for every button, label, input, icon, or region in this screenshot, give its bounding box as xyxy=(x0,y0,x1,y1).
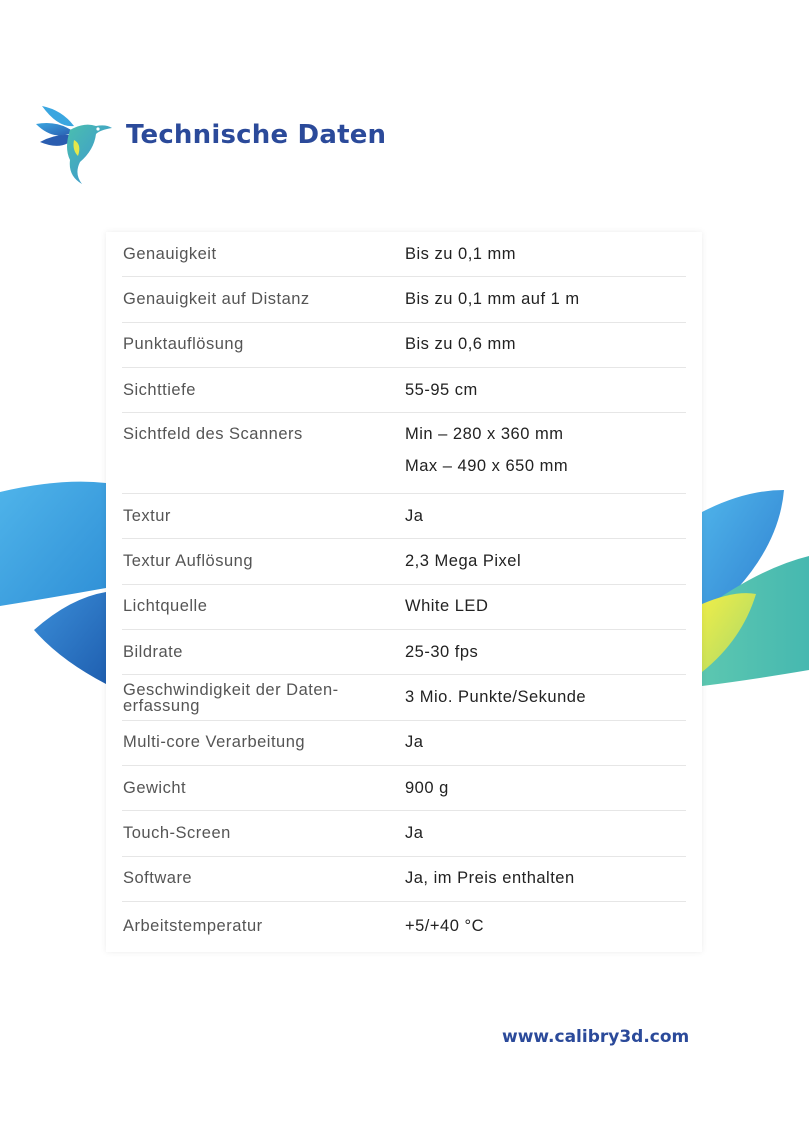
spec-label: Geschwindigkeit der Daten- erfassung xyxy=(123,680,339,715)
spec-label: Software xyxy=(123,869,193,888)
leaf-left-lower xyxy=(34,592,106,684)
spec-row-sichtfeld xyxy=(122,413,686,494)
spec-label: Sichtfeld des Scanners xyxy=(123,425,303,444)
spec-label: Genauigkeit auf Distanz xyxy=(123,289,310,308)
spec-table xyxy=(106,232,702,952)
spec-row-textur-aufloesung xyxy=(122,539,686,584)
spec-value: Min – 280 x 360 mm Max – 490 x 650 mm xyxy=(405,425,569,476)
spec-label: Sichttiefe xyxy=(123,380,196,399)
spec-row-arbeitstemperatur xyxy=(122,902,686,952)
spec-value: Bis zu 0,1 mm xyxy=(405,244,517,263)
spec-value: +5/+40 °C xyxy=(405,917,484,936)
spec-value: Ja, im Preis enthalten xyxy=(405,869,575,888)
spec-label: Touch-Screen xyxy=(123,823,231,842)
spec-value: 900 g xyxy=(405,778,449,797)
spec-row-genauigkeit xyxy=(122,232,686,277)
spec-row-sichttiefe xyxy=(122,368,686,413)
spec-label: Textur Auflösung xyxy=(123,552,253,571)
spec-value: Bis zu 0,6 mm xyxy=(405,335,517,354)
spec-row-touchscreen xyxy=(122,811,686,856)
website-link[interactable]: www.calibry3d.com xyxy=(502,1027,690,1047)
spec-label: Bildrate xyxy=(123,642,183,661)
spec-row-multicore xyxy=(122,721,686,766)
spec-row-bildrate xyxy=(122,630,686,675)
spec-value: 25-30 fps xyxy=(405,642,479,661)
spec-value: Ja xyxy=(405,823,424,842)
spec-value: Ja xyxy=(405,506,424,525)
spec-label: Punktauflösung xyxy=(123,335,244,354)
leaf-left-upper xyxy=(0,482,106,606)
spec-value: 3 Mio. Punkte/Sekunde xyxy=(405,688,587,707)
spec-label: Textur xyxy=(123,506,171,525)
spec-value: Bis zu 0,1 mm auf 1 m xyxy=(405,289,580,308)
spec-label: Lichtquelle xyxy=(123,597,208,616)
spec-row-gewicht xyxy=(122,766,686,811)
page-title: Technische Daten xyxy=(126,120,387,150)
spec-value: Ja xyxy=(405,733,424,752)
spec-label: Gewicht xyxy=(123,778,187,797)
spec-label: Genauigkeit xyxy=(123,244,217,263)
hummingbird-logo-icon xyxy=(34,104,114,186)
spec-value: White LED xyxy=(405,597,489,616)
spec-row-genauigkeit-distanz xyxy=(122,277,686,322)
spec-value: 55-95 cm xyxy=(405,380,478,399)
spec-value: 2,3 Mega Pixel xyxy=(405,552,522,571)
spec-row-software xyxy=(122,857,686,902)
spec-row-lichtquelle xyxy=(122,585,686,630)
spec-label: Arbeitstemperatur xyxy=(123,917,263,936)
spec-row-geschwindigkeit xyxy=(122,675,686,720)
spec-row-textur xyxy=(122,494,686,539)
spec-label: Multi-core Verarbeitung xyxy=(123,733,306,752)
spec-row-punktaufloesung xyxy=(122,323,686,368)
